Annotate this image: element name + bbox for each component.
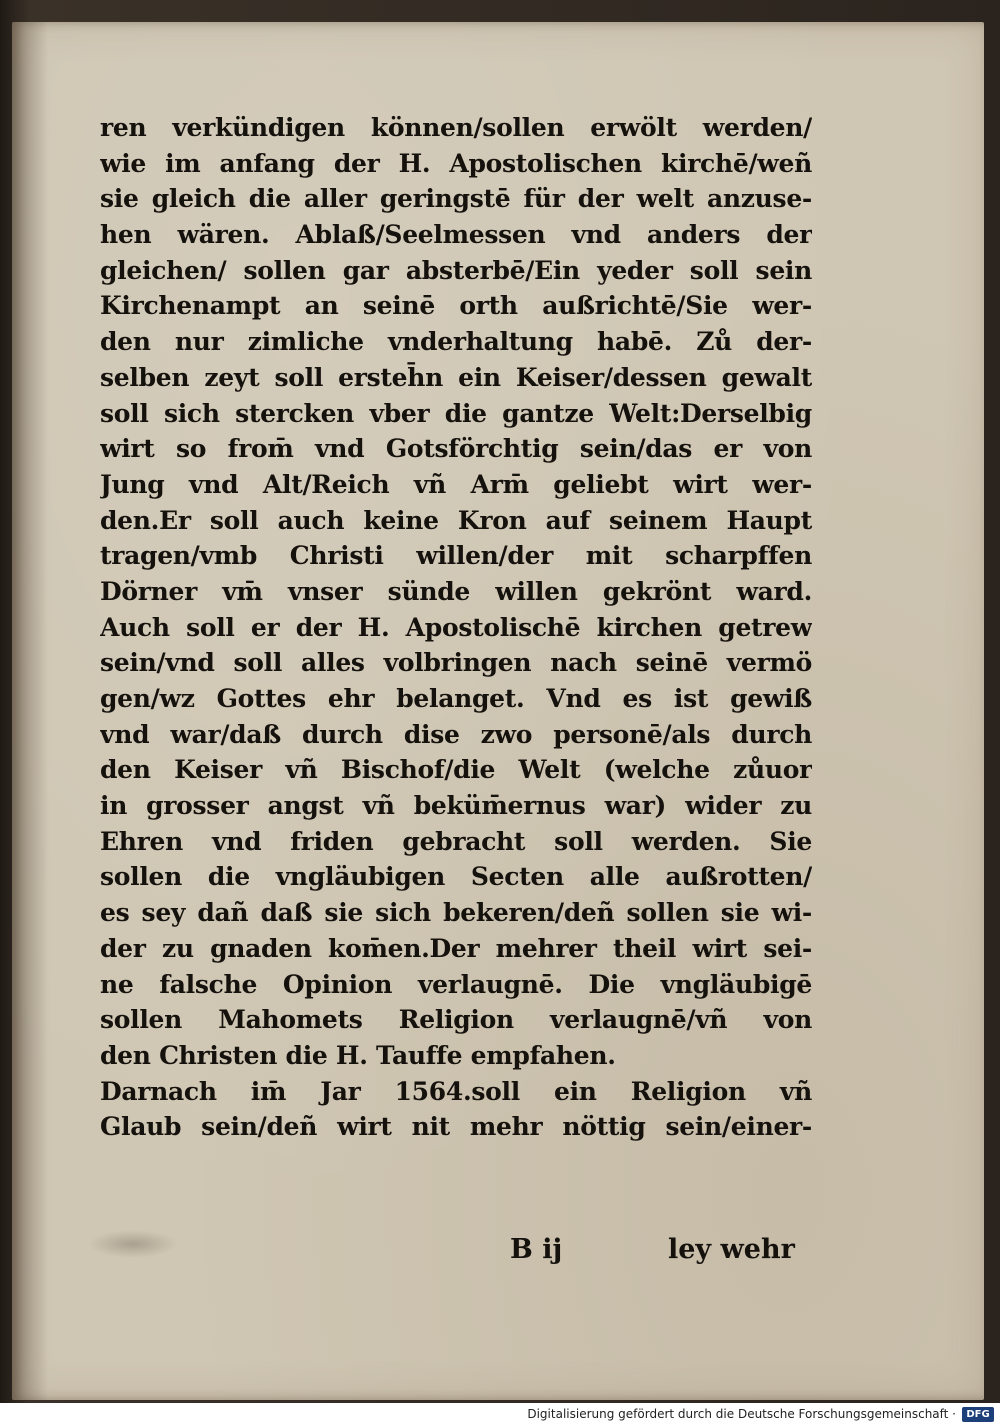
text-line: sie gleich die aller geringstē für der welt anzuse- bbox=[100, 184, 812, 214]
text-line: wie im anfang der H. Apostolischen kirchē/weñ bbox=[100, 148, 812, 178]
page-signature: B ij bbox=[510, 1234, 563, 1265]
text-line: ne falsche Opinion verlaugnē. Die vngläubigē bbox=[100, 969, 812, 999]
text-line: gen/wz Gottes ehr belanget. Vnd es ist gewiß bbox=[100, 684, 812, 713]
text-line: Glaub sein/deñ wirt nit mehr nöttig sein/einer- bbox=[100, 1112, 812, 1142]
text-line: selben zeyt soll ersteh̄n ein Keiser/dessen gewalt bbox=[100, 362, 812, 392]
text-line: der zu gnaden kom̄en.Der mehrer theil wirt sei- bbox=[100, 933, 812, 963]
text-line: den Keiser vñ Bischof/die Welt (welche zůuor bbox=[100, 755, 812, 785]
text-line: vnd war/daß durch dise zwo personē/als durch bbox=[100, 719, 812, 749]
text-line: es sey dañ daß sie sich bekeren/deñ sollen sie wi- bbox=[100, 898, 812, 928]
dfg-logo-icon: DFG bbox=[962, 1407, 994, 1422]
text-line: Dörner vm̄ vnser sünde willen gekrönt ward. bbox=[100, 576, 812, 606]
text-line: den Christen die H. Tauffe empfahen. bbox=[100, 1040, 616, 1070]
text-line: sein/vnd soll alles volbringen nach seinē vermö bbox=[100, 648, 812, 678]
text-line: sollen die vngläubigen Secten alle außrotten/ bbox=[100, 862, 812, 892]
text-line: den.Er soll auch keine Kron auf seinem Haupt bbox=[100, 505, 812, 535]
text-line: wirt so from̄ vnd Gotsförchtig sein/das er von bbox=[100, 434, 812, 464]
text-line: tragen/vmb Christi willen/der mit scharpffen bbox=[100, 541, 812, 571]
text-line: Ehren vnd friden gebracht soll werden. Sie bbox=[100, 826, 812, 856]
text-line: Darnach im̄ Jar 1564.soll ein Religion vñ bbox=[100, 1076, 812, 1106]
text-line: den nur zimliche vnderhaltung habē. Zů der- bbox=[100, 327, 812, 357]
text-line: in grosser angst vñ beküm̄ernus war) wider zu bbox=[100, 791, 812, 821]
text-line: Jung vnd Alt/Reich vñ Arm̄ geliebt wirt wer- bbox=[100, 469, 812, 499]
text-line: Auch soll er der H. Apostolischē kirchen getrew bbox=[100, 612, 812, 642]
text-line: Kirchenampt an seinē orth außrichtē/Sie wer- bbox=[100, 291, 812, 321]
digitisation-credit-bar bbox=[0, 1403, 1000, 1427]
page-text-block bbox=[100, 110, 812, 1145]
text-line: soll sich stercken vber die gantze Welt:Derselbig bbox=[100, 398, 812, 428]
text-line: gleichen/ sollen gar absterbē/Ein yeder soll sein bbox=[100, 255, 812, 285]
catchword: ley wehr bbox=[668, 1234, 795, 1265]
text-line: sollen Mahomets Religion verlaugnē/vñ von bbox=[100, 1005, 812, 1035]
credit-text: Digitalisierung gefördert durch die Deutsche Forschungsgemeinschaft · bbox=[527, 1407, 956, 1421]
ink-smudge bbox=[88, 1230, 178, 1258]
page-gutter-shadow bbox=[12, 22, 48, 1400]
text-line: ren verkündigen können/sollen erwölt werden/ bbox=[100, 113, 812, 142]
text-line: hen wären. Ablaß/Seelmessen vnd anders der bbox=[100, 220, 812, 250]
